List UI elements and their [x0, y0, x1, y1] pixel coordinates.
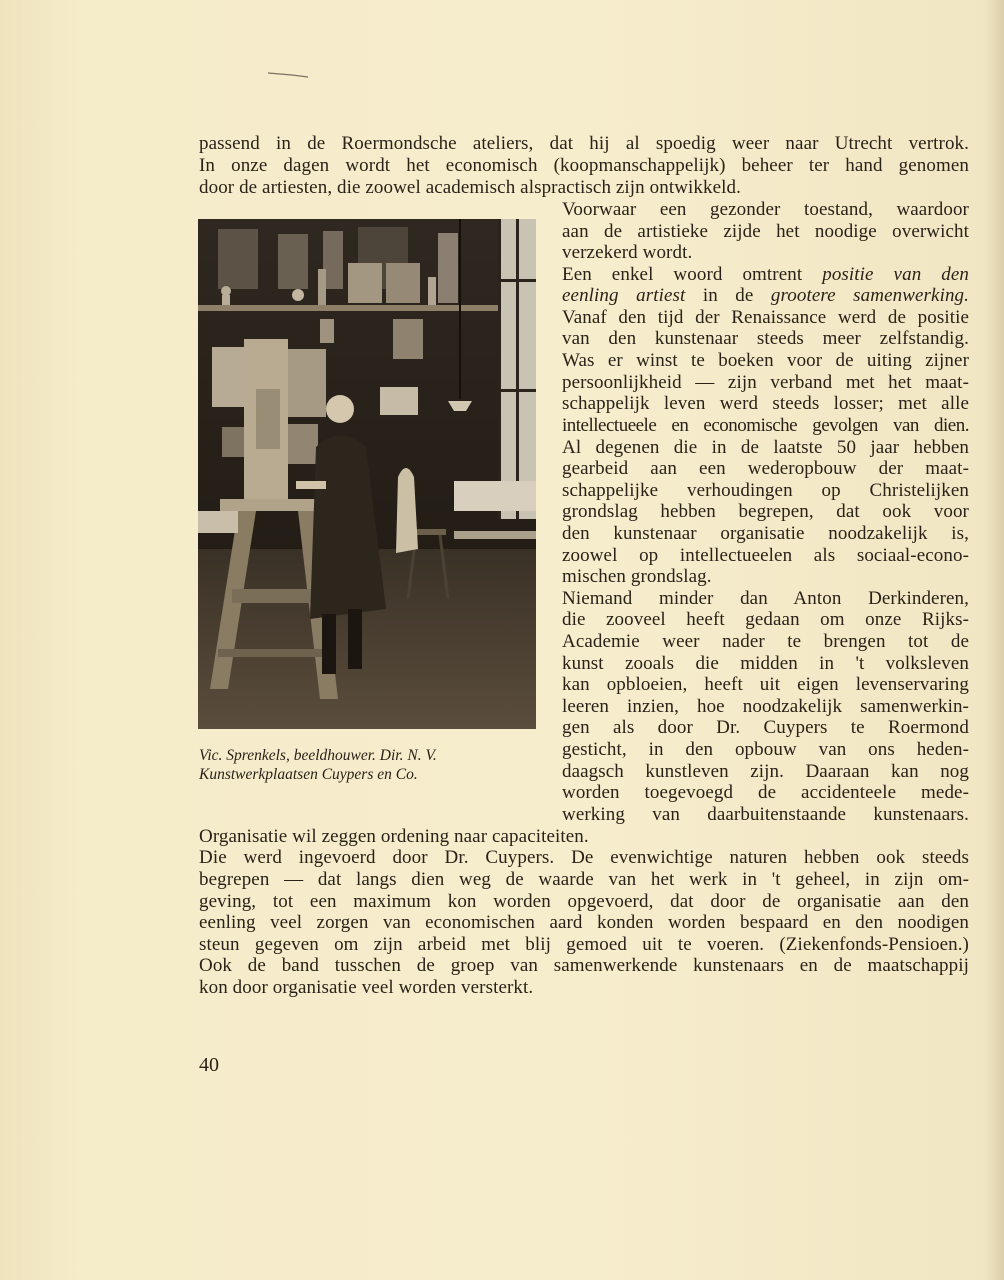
pencil-mark	[268, 70, 308, 78]
body-line: die zooveel heeft gedaan om onze Rijks-	[562, 609, 969, 630]
body-line: kunst zooals die midden in 't volksleven	[562, 653, 969, 674]
body-line: persoonlijkheid — zijn verband met het maat-	[562, 372, 969, 393]
body-line	[562, 264, 969, 286]
body-line: leeren inzien, hoe noodzakelijk samenwerkin-	[562, 696, 969, 717]
body-line: intellectueele en economische gevolgen van dien.	[562, 415, 969, 436]
body-line: den kunstenaar organisatie noodzakelijk is,	[562, 523, 969, 544]
body-line: In onze dagen wordt het economisch (koopmanschappelijk) beheer ter hand genomen	[199, 155, 969, 176]
body-line: kan opbloeien, heeft uit eigen levenservaring	[562, 674, 969, 695]
photo-illustration	[198, 219, 536, 729]
body-line: Vanaf den tijd der Renaissance werd de positie	[562, 307, 969, 328]
body-line: schappelijke verhoudingen op Christelijken	[562, 480, 969, 501]
text-span: in de	[685, 285, 771, 306]
body-line: grondslag hebben begrepen, dat ook voor	[562, 501, 969, 522]
body-line: Ook de band tusschen de groep van samenwerkende kunstenaars en de maatschappij	[199, 955, 969, 976]
body-line: gesticht, in den opbouw van ons heden-	[562, 739, 969, 760]
body-line: Niemand minder dan Anton Derkinderen,	[562, 588, 969, 609]
body-line: geving, tot een maximum kon worden opgevoerd, dat door de organisatie aan den	[199, 891, 969, 912]
body-line: Al degenen die in de laatste 50 jaar hebben	[562, 437, 969, 458]
body-line: steun gegeven om zijn arbeid met blij gemoed uit te voeren. (Ziekenfonds-Pensioen.)	[199, 934, 969, 955]
body-line: gearbeid aan een wederopbouw der maat-	[562, 458, 969, 479]
body-line: gen als door Dr. Cuypers te Roermond	[562, 717, 969, 738]
photo-caption-line: Kunstwerkplaatsen Cuypers en Co.	[199, 766, 418, 783]
body-line: daagsch kunstleven zijn. Daaraan kan nog	[562, 761, 969, 782]
italic-text: positie van den	[822, 264, 969, 285]
body-line: begrepen — dat langs dien weg de waarde van het werk in 't geheel, in zijn om-	[199, 869, 969, 890]
body-line: mischen grondslag.	[562, 566, 712, 587]
body-line: Was er winst te boeken voor de uiting zijner	[562, 350, 969, 371]
body-line: Academie weer nader te brengen tot de	[562, 631, 969, 652]
body-line: door de artiesten, die zoowel academisch alspractisch zijn ontwikkeld.	[199, 177, 741, 198]
body-line: Die werd ingevoerd door Dr. Cuypers. De evenwichtige naturen hebben ook steeds	[199, 847, 969, 868]
body-line: werking van daarbuitenstaande kunstenaars.	[562, 804, 969, 825]
sculptor-workshop-photo	[198, 219, 536, 729]
body-line: aan de artistieke zijde het noodige overwicht	[562, 221, 969, 242]
body-line: kon door organisatie veel worden versterkt.	[199, 977, 534, 998]
body-line: passend in de Roermondsche ateliers, dat hij al spoedig weer naar Utrecht vertrok.	[199, 133, 969, 154]
body-line: schappelijk leven werd steeds losser; met alle	[562, 393, 969, 414]
body-line: zoowel op intellectueelen als sociaal-econo-	[562, 545, 969, 566]
body-line: verzekerd wordt.	[562, 242, 693, 263]
text-span: Een enkel woord omtrent	[562, 264, 823, 285]
page-edge-shadow	[984, 0, 1004, 1280]
body-line	[562, 285, 969, 307]
body-line: Voorwaar een gezonder toestand, waardoor	[562, 199, 969, 220]
body-line: Organisatie wil zeggen ordening naar capaciteiten.	[199, 826, 589, 847]
page-number: 40	[199, 1054, 219, 1076]
photo-caption-line: Vic. Sprenkels, beeldhouwer. Dir. N. V.	[199, 747, 437, 764]
body-line: worden toegevoegd de accidenteele mede-	[562, 782, 969, 803]
italic-text: grootere samenwerking.	[770, 285, 969, 306]
body-line: van den kunstenaar steeds meer zelfstandig.	[562, 328, 969, 349]
italic-text: eenling artiest	[562, 285, 686, 306]
body-line: eenling veel zorgen van economischen aard konden worden bespaard en den noodigen	[199, 912, 969, 933]
